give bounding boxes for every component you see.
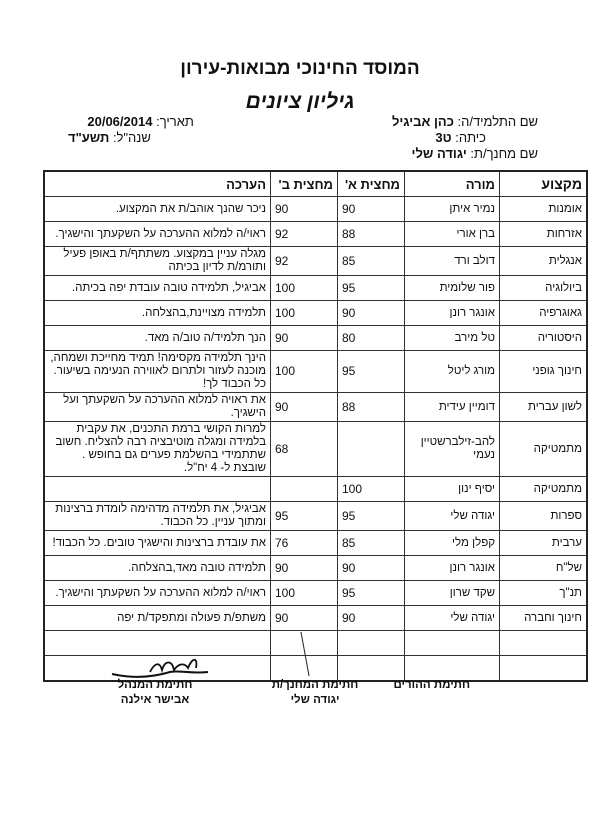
semester-b-grade: 90: [271, 197, 338, 222]
teacher-cell: נמיר איתן: [405, 197, 500, 222]
subject-cell: גאוגרפיה: [500, 301, 588, 326]
semester-b-grade: 90: [271, 606, 338, 631]
semester-a-grade: 80: [338, 326, 405, 351]
principal-signature: [110, 678, 200, 708]
evaluation-cell: הנך תלמיד/ה טוב/ה מאד.: [44, 326, 271, 351]
table-row: [44, 422, 587, 477]
evaluation-cell: אביגיל, תלמידה טובה עובדת יפה בכיתה.: [44, 276, 271, 301]
teacher-cell: טל מירב: [405, 326, 500, 351]
teacher-cell: ברן אורי: [405, 222, 500, 247]
homeroom-signature-name: יגודה שלי: [290, 694, 340, 706]
evaluation-cell: תלמידה טובה מאד,בהצלחה.: [44, 556, 271, 581]
school-year-value: תשע"ד: [68, 130, 110, 145]
semester-b-grade: 68: [271, 422, 338, 477]
header-subject: מקצוע: [500, 171, 588, 197]
homeroom-signature-label: חתימת המחנך/ת: [271, 679, 359, 691]
subject-cell: תנ"ך: [500, 581, 588, 606]
subject-cell: אומנות: [500, 197, 588, 222]
subject-cell: אנגלית: [500, 247, 588, 276]
teacher-cell: אונגר רונן: [405, 301, 500, 326]
semester-a-grade: 85: [338, 531, 405, 556]
student-name: כהן אביגיל: [391, 114, 454, 129]
evaluation-cell: תלמידה מצויינת,בהצלחה.: [44, 301, 271, 326]
subject-cell: היסטוריה: [500, 326, 588, 351]
evaluation-cell: ראוי/ה למלוא ההערכה על השקעתך והישגיך.: [44, 222, 271, 247]
semester-b-grade: [271, 477, 338, 502]
semester-a-grade: 90: [338, 606, 405, 631]
date-info: [68, 114, 194, 146]
header-semester-a: מחצית א': [338, 171, 405, 197]
date-value: 20/06/2014: [87, 114, 153, 129]
parents-signature-label: חתימת ההורים: [393, 679, 470, 691]
semester-b-grade: 76: [271, 531, 338, 556]
table-row: [44, 556, 587, 581]
semester-a-grade: 95: [338, 351, 405, 393]
subject-cell: של"ח: [500, 556, 588, 581]
evaluation-cell: את עובדת ברצינות והישגיך טובים. כל הכבוד!: [44, 531, 271, 556]
header-semester-b: מחצית ב': [271, 171, 338, 197]
subject-cell: לשון עברית: [500, 393, 588, 422]
header-evaluation: הערכה: [44, 171, 271, 197]
teacher-cell: דולב ורד: [405, 247, 500, 276]
semester-a-grade: 90: [338, 197, 405, 222]
semester-a-grade: 88: [338, 222, 405, 247]
semester-a-grade: [338, 422, 405, 477]
semester-b-grade: 100: [271, 581, 338, 606]
subject-cell: מתמטיקה: [500, 477, 588, 502]
student-info: [392, 114, 538, 162]
subject-cell: ערבית: [500, 531, 588, 556]
homeroom-teacher-name: יגודה שלי: [411, 146, 467, 161]
semester-b-grade: 92: [271, 247, 338, 276]
semester-a-grade: 88: [338, 393, 405, 422]
semester-a-grade: 100: [338, 477, 405, 502]
subject-cell: חינוך וחברה: [500, 606, 588, 631]
table-row: [44, 351, 587, 393]
subject-cell: ספרות: [500, 502, 588, 531]
table-row: [44, 197, 587, 222]
semester-b-grade: 100: [271, 276, 338, 301]
table-row: [44, 301, 587, 326]
principal-signature-name: אבישר אילנה: [120, 694, 190, 706]
semester-a-grade: 95: [338, 276, 405, 301]
evaluation-cell: אביגיל, את תלמידה מדהימה לומדת ברצינות ומתוך עניין. כל הכבוד.: [44, 502, 271, 531]
subject-cell: חינוך גופני: [500, 351, 588, 393]
school-year-row: [68, 130, 194, 146]
evaluation-cell: ראוי/ה למלוא ההערכה על השקעתך והישגיך.: [44, 581, 271, 606]
signatures-area: [0, 640, 600, 720]
semester-a-grade: 85: [338, 247, 405, 276]
teacher-cell: יסיף ינון: [405, 477, 500, 502]
semester-b-grade: 100: [271, 301, 338, 326]
semester-b-grade: 90: [271, 393, 338, 422]
teacher-cell: קפלן מלי: [405, 531, 500, 556]
table-row: [44, 581, 587, 606]
class-label: כיתה:: [455, 130, 486, 145]
table-row: [44, 531, 587, 556]
school-year-label: שנה"ל:: [112, 130, 151, 145]
table-row: [44, 502, 587, 531]
class-value: ט3: [435, 130, 452, 145]
semester-b-grade: 100: [271, 351, 338, 393]
teacher-cell: שקד שרון: [405, 581, 500, 606]
evaluation-cell: הינך תלמידה מקסימה! תמיד מחייכת ושמחה, מוכנה לעזור ולתרום לאווירה הנעימה בשיעור. כל הכבוד לך!: [44, 351, 271, 393]
teacher-cell: דומיין עידית: [405, 393, 500, 422]
table-row: [44, 276, 587, 301]
homeroom-signature-mark: [297, 632, 327, 677]
teacher-cell: מורג ליטל: [405, 351, 500, 393]
teacher-cell: יגודה שלי: [405, 606, 500, 631]
teacher-cell: להב-זילברשטיין נעמי: [405, 422, 500, 477]
evaluation-cell: ניכר שהנך אוהב/ת את המקצוע.: [44, 197, 271, 222]
subject-cell: אזרחות: [500, 222, 588, 247]
teacher-cell: אונגר רונן: [405, 556, 500, 581]
evaluation-cell: [44, 477, 271, 502]
class-row: [392, 130, 538, 146]
grades-table: [43, 170, 588, 682]
evaluation-cell: למרות הקושי ברמת התכנים, את עקבית בלמידה ומגלה מוטיבציה רבה להצליח. חשוב שתתמידי בהשלמת פערים גם בחופש . שובצת ל- 4 יח"ל.: [44, 422, 271, 477]
evaluation-cell: את ראויה למלוא ההערכה על השקעתך ועל הישגיך.: [44, 393, 271, 422]
table-row: [44, 477, 587, 502]
student-name-label: שם התלמיד/ה:: [457, 114, 538, 129]
teacher-cell: יגודה שלי: [405, 502, 500, 531]
semester-b-grade: 90: [271, 556, 338, 581]
document-title: גיליון ציונים: [245, 90, 355, 113]
table-row: [44, 393, 587, 422]
date-label: תאריך:: [156, 114, 194, 129]
semester-a-grade: 90: [338, 301, 405, 326]
table-header-row: [44, 171, 587, 197]
table-row: [44, 222, 587, 247]
homeroom-teacher-label: שם מחנך/ת:: [470, 146, 538, 161]
subject-cell: מתמטיקה: [500, 422, 588, 477]
principal-signature-label: חתימת המנהל: [117, 679, 193, 691]
teacher-cell: פור שלומית: [405, 276, 500, 301]
homeroom-teacher-row: [392, 146, 538, 162]
table-row: [44, 606, 587, 631]
student-name-row: [392, 114, 538, 130]
parents-signature: [393, 678, 470, 693]
evaluation-cell: מגלה עניין במקצוע. משתתף/ת באופן פעיל ותורמ/ת לדיון בכיתה: [44, 247, 271, 276]
table-row: [44, 247, 587, 276]
semester-a-grade: 95: [338, 502, 405, 531]
evaluation-cell: משתפ/ת פעולה ומתפקד/ת יפה: [44, 606, 271, 631]
semester-a-grade: 95: [338, 581, 405, 606]
header-teacher: מורה: [405, 171, 500, 197]
semester-a-grade: 90: [338, 556, 405, 581]
semester-b-grade: 95: [271, 502, 338, 531]
table-row: [44, 326, 587, 351]
semester-b-grade: 90: [271, 326, 338, 351]
homeroom-signature: [270, 678, 360, 708]
semester-b-grade: 92: [271, 222, 338, 247]
school-name: המוסד החינוכי מבואות-עירון: [180, 58, 420, 79]
date-row: [68, 114, 194, 130]
subject-cell: ביולוגיה: [500, 276, 588, 301]
